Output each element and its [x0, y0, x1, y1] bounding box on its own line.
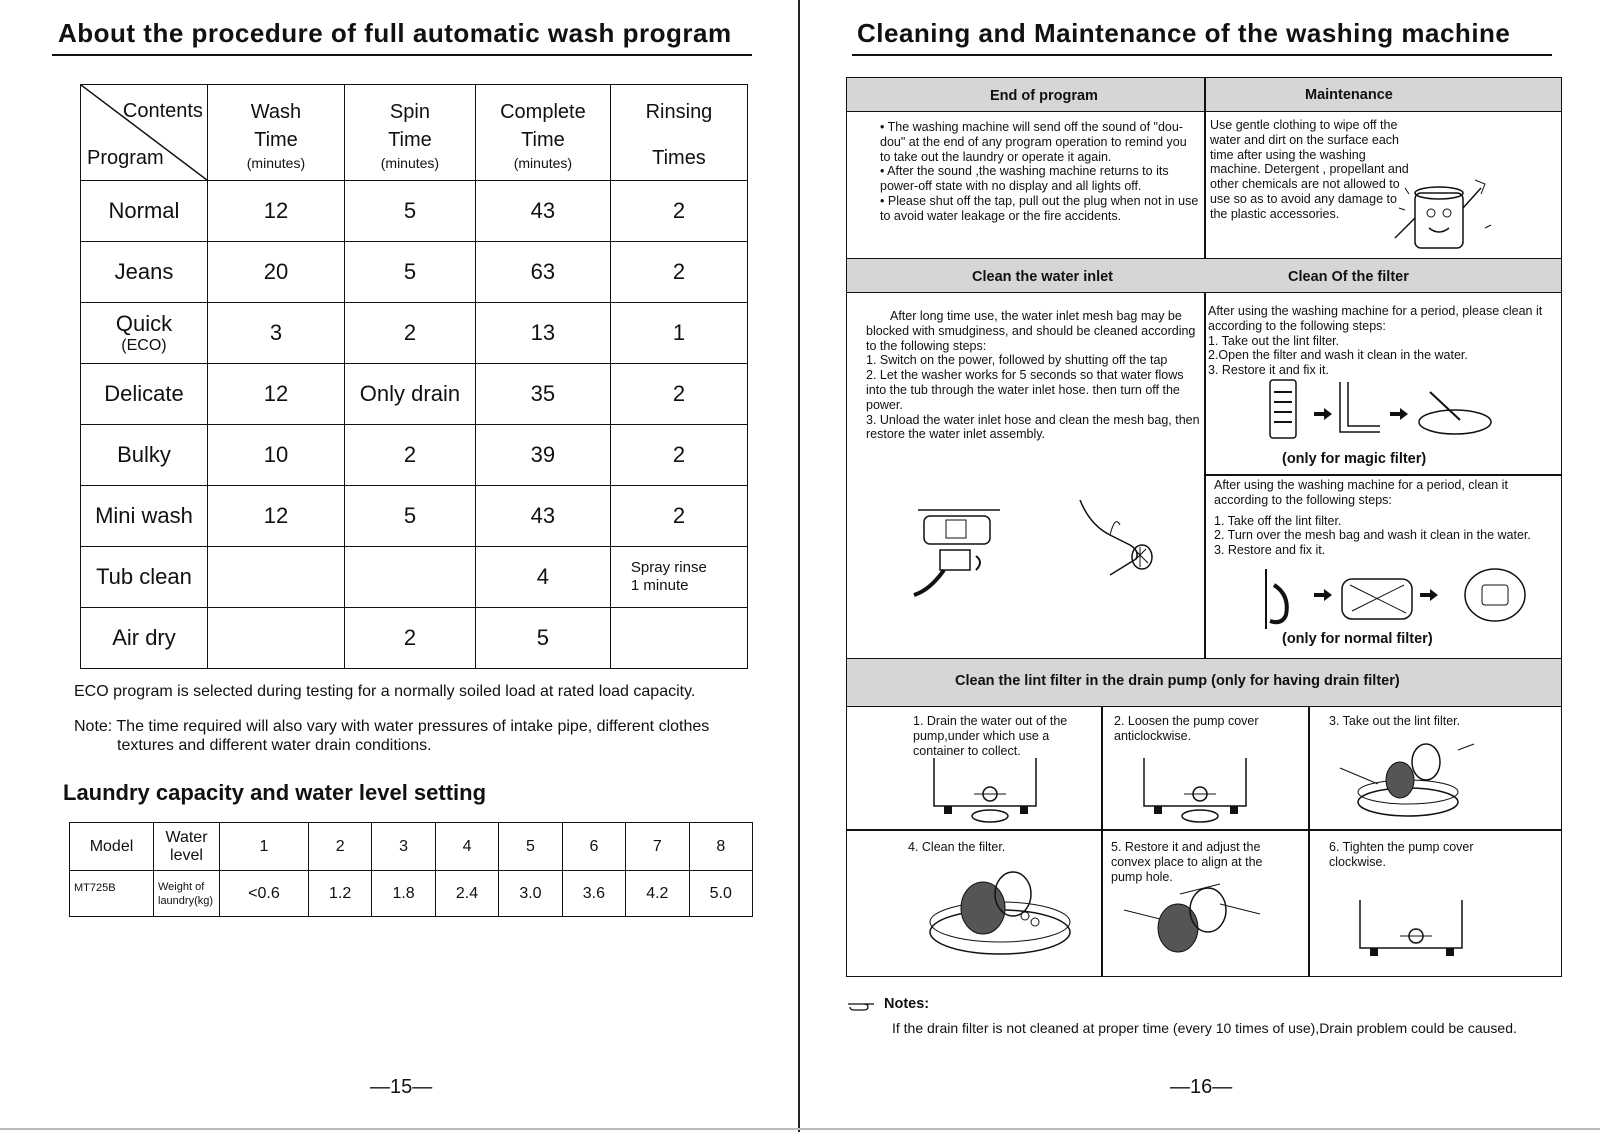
table-row — [81, 486, 748, 547]
program-cell — [81, 425, 208, 486]
weight-cell: 4.2 — [626, 871, 689, 917]
table-row — [81, 181, 748, 242]
magic-filter-step: 2.Open the filter and wash it clean in the water. — [1208, 348, 1468, 363]
notes-label: Notes: — [884, 996, 930, 1012]
level-cell: 5 — [499, 823, 562, 871]
pointing-hand-icon — [846, 996, 876, 1014]
water-level-label: Water level — [154, 823, 220, 871]
pump-divider-2 — [1308, 707, 1310, 976]
eco-note: ECO program is selected during testing for a normally soiled load at rated load capacity. — [74, 683, 696, 700]
header-program: Program — [87, 147, 164, 169]
header-contents: Contents — [122, 100, 203, 122]
center-divider — [1204, 78, 1206, 660]
normal-filter-caption: (only for normal filter) — [1282, 631, 1433, 647]
wash-time-cell: 12 — [207, 364, 344, 425]
normal-filter-intro: After using the washing machine for a period, clean it according to the following steps: — [1214, 478, 1508, 507]
weight-cell: 3.6 — [562, 871, 625, 917]
header-complete-unit: (minutes) — [513, 154, 573, 171]
weight-cell: <0.6 — [220, 871, 309, 917]
list-item: • The washing machine will send off the sound of "dou-dou" at the end of any program operation to remind you to take out the laundry or operate it again. — [880, 120, 1187, 164]
header-complete-l2: Time — [521, 128, 565, 151]
program-name: Mini wash — [95, 503, 193, 528]
spin-time-cell: 5 — [344, 181, 475, 242]
header-corner-cell — [81, 85, 208, 181]
rinsing-times-cell: 2 — [610, 181, 747, 242]
wash-time-cell: 12 — [207, 486, 344, 547]
weight-cell: 2.4 — [435, 871, 498, 917]
page-title: About the procedure of full automatic wash program — [58, 18, 732, 48]
capacity-table — [69, 822, 753, 917]
cleaning-machine-icon — [1385, 168, 1495, 258]
pump-mid-rule — [847, 829, 1561, 831]
tighten-cover-icon — [1356, 900, 1466, 960]
list-item: • Please shut off the tap, pull out the plug when not in use to avoid water leakage or the fire accidents. — [880, 193, 1199, 223]
notes-text: If the drain filter is not cleaned at proper time (every 10 times of use),Drain problem could be caused. — [892, 1020, 1517, 1036]
normal-filter-steps-icon — [1260, 565, 1540, 635]
level-cell: 1 — [220, 823, 309, 871]
page-16 — [800, 0, 1600, 1132]
take-out-filter-icon — [1338, 740, 1478, 825]
pump-step-5: 5. Restore it and adjust the convex place to align at the pump hole. — [1111, 840, 1263, 884]
water-inlet-icon — [910, 500, 1010, 605]
magic-filter-step: 1. Take out the lint filter. — [1208, 333, 1340, 348]
table-row — [81, 608, 748, 669]
table-header-row — [81, 85, 748, 181]
header-wash-l1: Wash — [250, 100, 302, 123]
header-spin-l1: Spin — [389, 100, 430, 123]
header-wash-unit: (minutes) — [246, 154, 306, 171]
spin-time-cell: 2 — [344, 425, 475, 486]
table-row — [81, 364, 748, 425]
page-number: —15— — [370, 1076, 433, 1098]
program-cell — [81, 486, 208, 547]
wash-program-table — [80, 84, 748, 669]
complete-time-cell: 4 — [475, 547, 610, 608]
pump-step-3: 3. Take out the lint filter. — [1329, 714, 1461, 728]
wash-time-cell: 10 — [207, 425, 344, 486]
weight-cell: 5.0 — [689, 871, 752, 917]
rinsing-times-cell: 2 — [610, 425, 747, 486]
complete-time-cell: 5 — [475, 608, 610, 669]
level-cell: 6 — [562, 823, 625, 871]
row2-header-bg — [847, 259, 1561, 293]
magic-filter-caption: (only for magic filter) — [1282, 451, 1427, 467]
page-title: Cleaning and Maintenance of the washing machine — [857, 18, 1511, 48]
table-row — [81, 303, 748, 364]
header-wash-l2: Time — [254, 128, 298, 151]
complete-time-cell: 39 — [475, 425, 610, 486]
model-value: MT725B — [70, 871, 154, 917]
maintenance-header: Maintenance — [1305, 87, 1393, 103]
level-cell: 3 — [372, 823, 435, 871]
pump-step-6: 6. Tighten the pump cover clockwise. — [1329, 840, 1474, 869]
program-cell — [81, 547, 208, 608]
complete-time-cell: 63 — [475, 242, 610, 303]
header-wash — [207, 85, 344, 181]
program-cell — [81, 608, 208, 669]
title-rule — [852, 54, 1552, 56]
wash-time-cell: 20 — [207, 242, 344, 303]
magic-filter-intro: After using the washing machine for a period, please clean it according to the following steps: — [1208, 304, 1543, 333]
level-cell: 8 — [689, 823, 752, 871]
lint-pump-header: Clean the lint filter in the drain pump (only for having drain filter) — [955, 673, 1400, 689]
pump-divider-1 — [1101, 707, 1103, 976]
table-row — [81, 242, 748, 303]
header-rinsing-l2: Times — [652, 146, 706, 169]
rinsing-times-cell: 2 — [610, 364, 747, 425]
filter-split-rule — [1205, 474, 1561, 476]
water-inlet-step: 1. Switch on the power, followed by shutting off the tap — [866, 353, 1168, 368]
pump-step-4: 4. Clean the filter. — [908, 840, 1006, 854]
magic-filter-text — [1208, 304, 1560, 378]
weight-cell: 1.8 — [372, 871, 435, 917]
spin-time-cell: 2 — [344, 303, 475, 364]
spin-time-cell: 2 — [344, 608, 475, 669]
complete-time-cell: 35 — [475, 364, 610, 425]
wash-time-cell: 12 — [207, 181, 344, 242]
program-name: Tub clean — [96, 564, 192, 589]
rinsing-times-cell: Spray rinse 1 minute — [610, 547, 747, 608]
program-name: Bulky — [117, 442, 171, 467]
header-rinsing-l1: Rinsing — [645, 100, 713, 123]
wash-time-cell — [207, 547, 344, 608]
model-label: Model — [70, 823, 154, 871]
program-cell — [81, 181, 208, 242]
normal-filter-step: 3. Restore and fix it. — [1214, 543, 1326, 558]
program-name: Quick — [115, 311, 173, 336]
wash-time-cell: 3 — [207, 303, 344, 364]
complete-time-cell: 43 — [475, 486, 610, 547]
program-name: Air dry — [112, 625, 176, 650]
level-cell: 4 — [435, 823, 498, 871]
complete-time-cell: 13 — [475, 303, 610, 364]
table-row — [81, 547, 748, 608]
header-spin-l2: Time — [388, 128, 432, 151]
level-cell: 7 — [626, 823, 689, 871]
program-cell — [81, 303, 208, 364]
spin-time-cell: 5 — [344, 486, 475, 547]
water-inlet-step: 3. Unload the water inlet hose and clean the mesh bag, then restore the water inlet assembly. — [866, 412, 1200, 442]
rinsing-times-cell: 2 — [610, 242, 747, 303]
spin-time-cell: 5 — [344, 242, 475, 303]
restore-filter-icon — [1120, 874, 1270, 964]
drain-container-icon — [930, 758, 1040, 823]
program-sub: (ECO) — [121, 337, 167, 354]
header-complete-l1: Complete — [500, 100, 586, 123]
program-name: Delicate — [104, 381, 184, 406]
page-number: —16— — [1170, 1076, 1233, 1098]
water-inlet-text — [866, 309, 1201, 442]
weight-label: Weight of laundry(kg) — [154, 871, 220, 917]
pump-step-1: 1. Drain the water out of the pump,under which use a container to collect. — [913, 714, 1068, 758]
filter-header: Clean Of the filter — [1288, 269, 1409, 285]
complete-time-cell: 43 — [475, 181, 610, 242]
magic-filter-steps-icon — [1260, 372, 1500, 444]
program-cell — [81, 242, 208, 303]
maintenance-text: Use gentle clothing to wipe off the water and dirt on the surface each time after using the washing machine. Detergent , propellant and other chemicals are not allowed to use so as to avoid any damage to the plastic accessories. — [1210, 118, 1409, 221]
rinsing-times-cell: 1 — [610, 303, 747, 364]
clean-filter-icon — [925, 866, 1075, 961]
water-inlet-intro: After long time use, the water inlet mesh bag may be blocked with smudginess, and should be cleaned according to the following steps: — [866, 309, 1196, 353]
header-rinsing — [610, 85, 747, 181]
list-item: • After the sound ,the washing machine returns to its power-off state with no display and all lights off. — [880, 164, 1169, 194]
end-of-program-text — [880, 120, 1200, 224]
magic-filter-step: 3. Restore it and fix it. — [1208, 363, 1329, 378]
wash-time-cell — [207, 608, 344, 669]
water-inlet-header: Clean the water inlet — [972, 269, 1114, 285]
end-of-program-header: End of program — [990, 88, 1098, 104]
capacity-heading: Laundry capacity and water level setting — [63, 780, 487, 805]
note-line-2: textures and different water drain conditions. — [117, 737, 432, 754]
header-spin-unit: (minutes) — [380, 154, 440, 171]
weight-cell: 1.2 — [308, 871, 371, 917]
header-spin — [344, 85, 475, 181]
spin-time-cell: Only drain — [344, 364, 475, 425]
capacity-row-levels — [70, 823, 753, 871]
rinsing-times-cell — [610, 608, 747, 669]
normal-filter-text — [1214, 478, 1560, 558]
normal-filter-step: 2. Turn over the mesh bag and wash it clean in the water. — [1214, 528, 1531, 543]
mesh-bag-cleaning-icon — [1070, 495, 1170, 595]
spin-time-cell — [344, 547, 475, 608]
header-complete — [475, 85, 610, 181]
normal-filter-step: 1. Take off the lint filter. — [1214, 513, 1342, 528]
title-rule — [52, 54, 752, 56]
pump-step-2: 2. Loosen the pump cover anticlockwise. — [1114, 714, 1259, 743]
table-row — [81, 425, 748, 486]
loosen-cover-icon — [1140, 758, 1250, 823]
program-name: Jeans — [114, 259, 174, 284]
capacity-row-weights — [70, 871, 753, 917]
weight-cell: 3.0 — [499, 871, 562, 917]
rinsing-times-cell: 2 — [610, 486, 747, 547]
program-cell — [81, 364, 208, 425]
note-line-1: Note: The time required will also vary with water pressures of intake pipe, different clothes — [74, 718, 710, 735]
water-inlet-step: 2. Let the washer works for 5 seconds so that water flows into the tub through the water inlet hose. then turn off the power. — [866, 368, 1184, 412]
program-name: Normal — [108, 198, 180, 223]
level-cell: 2 — [308, 823, 371, 871]
